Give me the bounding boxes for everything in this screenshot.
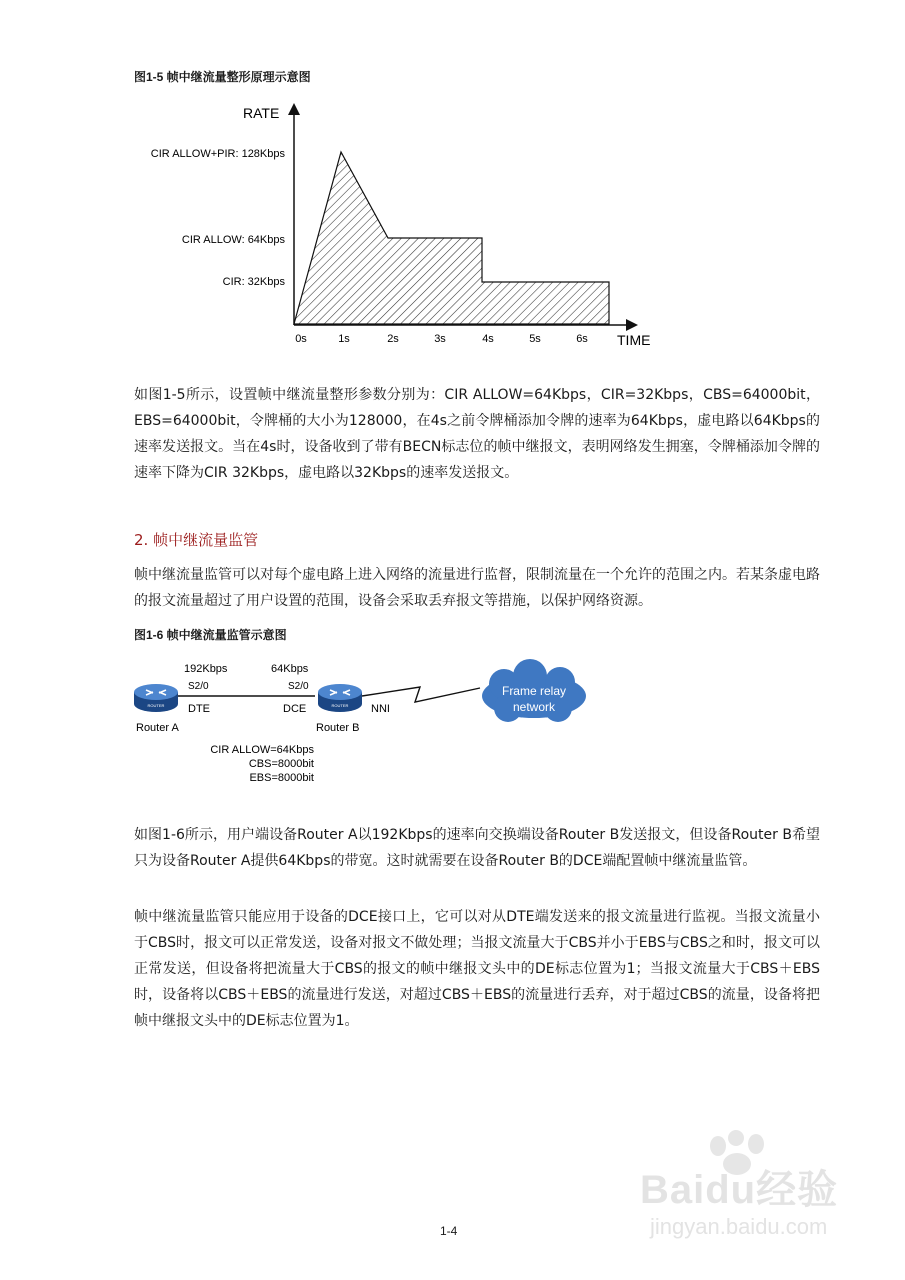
x-axis-label: TIME xyxy=(617,332,651,348)
watermark-logo: Baidu经验 xyxy=(640,1168,839,1212)
param-cbs: CBS=8000bit xyxy=(248,758,314,770)
router-b-icon xyxy=(318,684,362,712)
router-b-role: DCE xyxy=(283,703,307,715)
cloud-label-line2: network xyxy=(512,700,556,714)
page-number: 1-4 xyxy=(440,1224,458,1238)
router-a-role: DTE xyxy=(188,703,210,715)
figure-caption: 图1-5 帧中继流量整形原理示意图 xyxy=(134,70,311,84)
level-label-cir-allow: CIR ALLOW: 64Kbps xyxy=(181,234,285,246)
param-cir-allow: CIR ALLOW=64Kbps xyxy=(210,744,314,756)
router-a-port: S2/0 xyxy=(188,681,209,692)
router-b-name: Router B xyxy=(316,722,360,734)
tick-label: 2s xyxy=(387,333,399,345)
tick-label: 6s xyxy=(576,333,588,345)
figure-caption: 图1-6 帧中继流量监管示意图 xyxy=(134,628,287,642)
tick-label: 3s xyxy=(434,333,446,345)
router-b-port: S2/0 xyxy=(288,681,309,692)
router-b-rate: 64Kbps xyxy=(271,663,309,675)
level-label-cir: CIR: 32Kbps xyxy=(222,276,285,288)
router-badge-label: ROUTER xyxy=(147,703,165,708)
tick-label: 4s xyxy=(482,333,494,345)
section-title: 2. 帧中继流量监管 xyxy=(134,531,259,549)
paragraph: 帧中继流量监管可以对每个虚电路上进入网络的流量进行监督，限制流量在一个允许的范围之内。若某条虚电路的报文流量超过了用户设置的范围，设备会采取丢弃报文等措施，以保护网络资源。 xyxy=(134,567,820,609)
tick-label: 0s xyxy=(295,333,307,345)
paragraph: 如图1-6所示，用户端设备Router A以192Kbps的速率向交换端设备Router B发送报文，但设备Router B希望只为设备Router A提供64Kbps的带宽。这时就需要在设备Router B的DCE端配置帧中继流量监管。 xyxy=(134,827,820,869)
tick-label: 5s xyxy=(529,333,541,345)
rate-area xyxy=(294,152,609,324)
router-a-rate: 192Kbps xyxy=(184,663,228,675)
watermark-url: jingyan.baidu.com xyxy=(650,1214,828,1239)
router-badge-label: ROUTER xyxy=(331,703,349,708)
level-label-pir: CIR ALLOW+PIR: 128Kbps xyxy=(150,148,285,160)
cloud-label-line1: Frame relay xyxy=(501,684,567,698)
param-ebs: EBS=8000bit xyxy=(249,772,314,784)
y-axis-label: RATE xyxy=(243,105,280,121)
traffic-shaping-chart xyxy=(120,95,660,355)
nni-link xyxy=(362,687,480,702)
paragraph: 如图1-5所示，设置帧中继流量整形参数分别为：CIR ALLOW=64Kbps，CIR=32Kbps，CBS=64000bit，EBS=64000bit，令牌桶的大小为128000，在4s之前令牌桶添加令牌的速率为64Kbps，虚电路以64Kbps的速率发送报文。当在4s时，设备收到了带有BECN标志位的帧中继报文，表明网络发生拥塞，令牌桶添加令牌的速率下降为CIR 32Kbps，虚电路以32Kbps的速率发送报文。 xyxy=(134,387,820,481)
router-a-icon xyxy=(134,684,178,712)
paragraph: 帧中继流量监管只能应用于设备的DCE接口上，它可以对从DTE端发送来的报文流量进行监视。当报文流量小于CBS时，报文可以正常发送，设备对报文不做处理；当报文流量大于CBS并小于EBS与CBS之和时，报文可以正常发送，但设备将把流量大于CBS的报文的帧中继报文头中的DE标志位置为1；当报文流量大于CBS＋EBS时，设备将以CBS＋EBS的流量进行发送，对超过CBS＋EBS的流量进行丢弃，对于超过CBS的流量，设备将把帧中继报文头中的DE标志位置为1。 xyxy=(134,909,820,1029)
traffic-policing-diagram xyxy=(120,650,620,800)
frame-relay-cloud xyxy=(482,659,586,722)
nni-label: NNI xyxy=(371,703,390,715)
tick-label: 1s xyxy=(338,333,350,345)
router-a-name: Router A xyxy=(136,722,179,734)
